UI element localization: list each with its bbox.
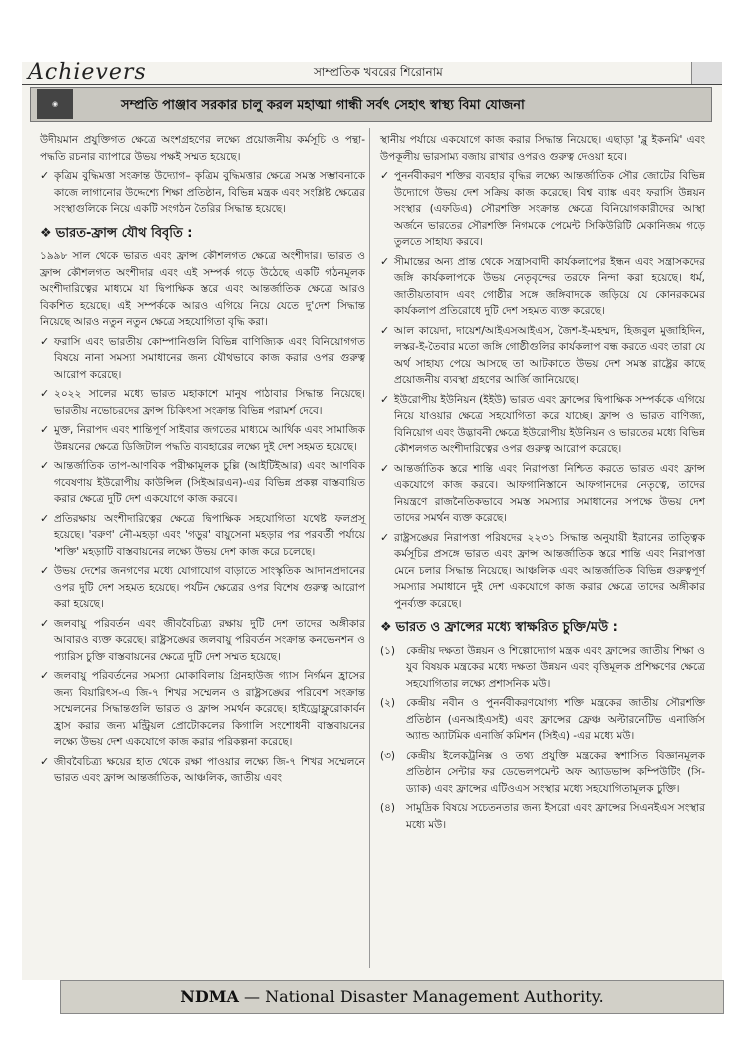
- brand-logo-text: Achievers: [28, 60, 147, 85]
- bullet-item: ✓ মুক্ত, নিরাপদ এবং শান্তিপূর্ণ সাইবার জগতের মাধ্যমে আর্থিক এবং সামাজিক উন্নয়নের ক্ষেত্রে ডিজিটাল পদ্ধতি ব্যবহারের লক্ষ্যে দুই দেশ সহমত হয়েছে।: [40, 423, 365, 453]
- bullet-item: ✓ পুনর্নবীকরণ শক্তির ব্যবহার বৃদ্ধির লক্ষ্যে আন্তর্জাতিক সৌর জোটের বিভিন্ন উদ্যোগে উভয় দেশ সক্রিয় কাজ করেছে। বিশ্ব ব্যাঙ্ক এবং ফরাসি উন্নয়ন সংস্থার (এফডিএ) সৌরশক্তি সংক্রান্ত ক্ষেত্রে বিনিয়োগকারীদের আস্থা অর্জনে ভারতের সৌরশক্তি নিগমকে পেমেন্ট সিকিউরিটি মেকানিজম গড়ে তুলতে সাহায্য করবে।: [380, 169, 705, 248]
- right-intro: স্থানীয় পর্যায়ে একযোগে কাজ করার সিদ্ধান্ত নিয়েছে। এছাড়া 'ব্লু ইকনমি' এবং উপকূলীয় ভারসাম্য বজায় রাখার ওপরও গুরুত্ব দেওয়া হবে।: [380, 134, 705, 163]
- checkmark-icon: ✓: [40, 754, 50, 768]
- numbered-item: (২) কেন্দ্রীয় নবীন ও পুনর্নবীকরণযোগ্য শক্তি মন্ত্রকের জাতীয় সৌরশক্তি প্রতিষ্ঠান (এনআইএসই) এবং ফ্রান্সের ফ্রেঞ্চ অল্টারনেটিভ এনার্জিস অ্যান্ড অ্যাটমিক এনার্জি কমিশন (সিইএ) -এর মধ্যে মউ।: [380, 697, 705, 742]
- page: [22, 60, 722, 1006]
- left-para: ১৯৯৮ সাল থেকে ভারত এবং ফ্রান্স কৌশলগত ক্ষেত্রে অংশীদার। ভারত ও ফ্রান্স কৌশলগত অংশীদার এবং এই সম্পর্ক গড়ে উঠেছে একটি গঠনমূলক অংশীদারিত্বের মাধ্যমে যা দ্বিপাক্ষিক স্তরে এবং আন্তর্জাতিক ক্ষেত্রে আরও বিকশিত হয়েছে। এই সম্পর্ককে আরও এগিয়ে নিয়ে যেতে দু'দেশ সিদ্ধান্ত নিয়েছে আরও নতুন নতুন ক্ষেত্রে সহযোগিতা বৃদ্ধি করা।: [40, 250, 365, 328]
- bullet-item: ✓ আন্তর্জাতিক তাপ-আণবিক পরীক্ষামূলক চুল্লি (আইটিইআর) এবং আণবিক গবেষণায় ইউরোপীয় কাউন্সিল (সিইআরএন)-এর বিভিন্ন প্রকল্প বাস্তবায়িত করার ক্ষেত্রে দুটি দেশ একযোগে কাজ করবে।: [40, 459, 365, 505]
- checkmark-icon: ✓: [380, 323, 390, 337]
- checkmark-icon: ✓: [380, 461, 390, 475]
- checkmark-icon: ✓: [40, 423, 50, 436]
- scheme-logo-icon: ◉: [37, 89, 73, 119]
- numbered-item: (৪) সামুদ্রিক বিষয়ে সচেতনতার জন্য ইসরো এবং ফ্রান্সের সিএনইএস সংস্থার মধ্যে মউ।: [380, 802, 705, 831]
- checkmark-icon: ✓: [40, 616, 50, 630]
- checkmark-icon: ✓: [40, 669, 50, 682]
- bullet-item: ✓ কৃত্রিম বুদ্ধিমত্তা সংক্রান্ত উদ্যোগ– কৃত্রিম বুদ্ধিমত্তার ক্ষেত্রে সমস্ত সম্ভাবনাকে কাজে লাগানোর উদ্দেশ্যে শিক্ষা প্রতিষ্ঠান, বিভিন্ন মন্ত্রক এবং সংশ্লিষ্ট ক্ষেত্রের সংস্থাগুলিকে নিয়ে একটি সংগঠন তৈরির সিদ্ধান্ত হয়েছে।: [40, 169, 365, 215]
- bullet-item: ✓ জীববৈচিত্র্য ক্ষয়ের হাত থেকে রক্ষা পাওয়ার লক্ষ্যে জি-৭ শিখর সম্মেলনে ভারত এবং ফ্রান্স আন্তর্জাতিক, আঞ্চলিক, জাতীয় এবং: [40, 754, 365, 784]
- checkmark-icon: ✓: [380, 254, 390, 268]
- header-bar: [22, 62, 722, 85]
- left-intro: উদীয়মান প্রযুক্তিগত ক্ষেত্রে অংশগ্রহণের লক্ষ্যে প্রয়োজনীয় কর্মসূচি ও পন্থা-পদ্ধতি রচনার ব্যাপারে উভয় পক্ষই সম্মত হয়েছে।: [40, 134, 365, 163]
- bullet-item: ✓ রাষ্ট্রসঙ্ঘের নিরাপত্তা পরিষদের ২২৩১ সিদ্ধান্ত অনুযায়ী ইরানের তাত্ত্বিক কর্মসূচির প্রসঙ্গে ভারত এবং ফ্রান্স আন্তর্জাতিক স্তরে শান্তি এবং নিরাপত্তা মেনে চলার সিদ্ধান্ত নিয়েছে। আঞ্চলিক এবং আন্তর্জাতিক বিভিন্ন গুরুত্বপূর্ণ সমস্যার সমাধানে দুই দেশ একযোগে কাজ করার ক্ষেত্রে তাদের অঙ্গীকার পুনর্ব্যক্ত করেছে।: [380, 530, 705, 610]
- checkmark-icon: ✓: [40, 459, 50, 472]
- bullet-item: ✓ ২০২২ সালের মধ্যে ভারত মহাকাশে মানুষ পাঠাবার সিদ্ধান্ত নিয়েছে। ভারতীয় নভোচরদের ফ্রান্স চিকিৎসা সংক্রান্ত বিভিন্ন পরামর্শ দেবে।: [40, 387, 365, 417]
- section-title: সাম্প্রতিক খবরের শিরোনাম: [314, 65, 443, 79]
- checkmark-icon: ✓: [40, 169, 50, 182]
- checkmark-icon: ✓: [380, 169, 390, 182]
- checkmark-icon: ✓: [40, 387, 50, 400]
- checkmark-icon: ✓: [40, 511, 50, 525]
- bullet-item: ✓ ফরাসি এবং ভারতীয় কোম্পানিগুলি বিভিন্ন বাণিজ্যিক এবং বিনিয়োগগত বিষয়ে নানা সমস্যা সমাধানের জন্য যৌথভাবে কাজ করার ওপর গুরুত্ব আরোপ করেছে।: [40, 334, 365, 381]
- left-column: [40, 132, 365, 790]
- diamond-icon: ❖: [40, 225, 52, 241]
- left-heading: ❖ ভারত-ফ্রান্স যৌথ বিবৃতি :: [40, 225, 193, 241]
- right-heading: ❖ ভারত ও ফ্রান্সের মধ্যে স্বাক্ষরিত চুক্তি/মউ :: [380, 620, 618, 635]
- checkmark-icon: ✓: [40, 334, 50, 348]
- checkmark-icon: ✓: [380, 530, 390, 544]
- bullet-item: ✓ আল কায়েদা, দায়েশ/আইএসআইএস, জৈশ-ই-মহম্মদ, হিজবুল মুজাহিদিন, লস্কর-ই-তৈবার মতো জঙ্গি গোষ্ঠীগুলির কার্যকলাপ বন্ধ করতে এবং তারা যে অর্থ সাহায্য পেয়ে আসছে তা আটকাতে উভয় দেশ সমস্ত রাষ্ট্রের কাছে প্রয়োজনীয় ব্যবস্থা গ্রহণের আর্জি জানিয়েছে।: [380, 323, 705, 386]
- bullet-item: ✓ উভয় দেশের জনগণের মধ্যে যোগাযোগ বাড়াতে সাংস্কৃতিক আদানপ্রদানের ওপর দুটি দেশ সহমত হয়েছে। পর্যটন ক্ষেত্রের ওপর বিশেষ গুরুত্ব আরোপ করা হয়েছে।: [40, 564, 365, 610]
- checkmark-icon: ✓: [380, 392, 390, 406]
- numbered-item: (৩) কেন্দ্রীয় ইলেকট্রনিক্স ও তথ্য প্রযুক্তি মন্ত্রকের স্বশাসিত বিজ্ঞানমূলক প্রতিষ্ঠান সেন্টার ফর ডেভেলপমেন্ট অফ অ্যাডভান্স কম্পিউটিং (সি-ড্যাক) এবং ফ্রান্সের এটিওএস সংস্থার মধ্যে সহযোগিতামূলক চুক্তি।: [380, 749, 705, 795]
- column-divider: [369, 128, 370, 968]
- page-corner: [691, 62, 722, 84]
- bullet-item: ✓ জলবায়ু পরিবর্তন এবং জীববৈচিত্র্য রক্ষায় দুটি দেশ তাদের অঙ্গীকার আবারও ব্যক্ত করেছে। রাষ্ট্রসঙ্ঘের জলবায়ু পরিবর্তন সংক্রান্ত কনভেনশন ও প্যারিস চুক্তি বাস্তবায়নের ক্ষেত্রে দুটি দেশ সম্মত হয়েছে।: [40, 616, 365, 663]
- bullet-item: ✓ সীমান্তের অন্য প্রান্ত থেকে সন্ত্রাসবাদী কার্যকলাপের ইন্ধন এবং সন্ত্রাসকদের জঙ্গি কার্যকলাপকে উভয় নেতৃবৃন্দের তরফে নিন্দা করা হয়েছে। ধর্ম, জাতীয়তাবাদ এবং গোষ্ঠীর সঙ্গে জঙ্গিবাদকে জড়িয়ে যে কোনরকমের কার্যকলাপ প্রতিরোধে দুটি দেশ সহমত ব্যক্ত করেছে।: [380, 254, 705, 317]
- numbered-item: (১) কেন্দ্রীয় দক্ষতা উন্নয়ন ও শিল্পোদ্যোগ মন্ত্রক এবং ফ্রান্সের জাতীয় শিক্ষা ও যুব বিষয়ক মন্ত্রকের মধ্যে দক্ষতা উন্নয়ন এবং বৃত্তিমূলক প্রশিক্ষণের ক্ষেত্রে সহযোগিতার লক্ষ্যে প্রশাসনিক মউ।: [380, 644, 705, 690]
- diamond-icon: ❖: [380, 620, 392, 635]
- bullet-item: ✓ প্রতিরক্ষায় অংশীদারিত্বের ক্ষেত্রে দ্বিপাক্ষিক সহযোগিতা যথেষ্ট ফলপ্রসূ হয়েছে। 'বরুণ' নৌ-মহড়া এবং 'গড়ুর' বায়ুসেনা মহড়ার পর পরবর্তী পর্যায়ে 'শক্তি' মহড়াটি বাস্তবায়নের লক্ষ্যে উভয় দেশ কাজ করে চলেছে।: [40, 511, 365, 558]
- checkmark-icon: ✓: [40, 564, 50, 577]
- bullet-item: ✓ ইউরোপীয় ইউনিয়ন (ইইউ) ভারত এবং ফ্রান্সের দ্বিপাক্ষিক সম্পর্ককে এগিয়ে নিয়ে যাওয়ার ক্ষেত্রে সহযোগিতা করে যাচ্ছে। ফ্রান্স ও ভারত বাণিজ্য, বিনিয়োগ এবং উদ্ভাবনী ক্ষেত্রে ইউরোপীয় ইউনিয়ন ও ভারতের মধ্যে বিভিন্ন কৌশলগত অংশীদারিত্বের ওপর গুরুত্ব আরোপ করেছে।: [380, 392, 705, 455]
- bullet-item: ✓ জলবায়ু পরিবর্তনের সমস্যা মোকাবিলায় গ্রিনহাউজ গ্যাস নির্গমন হ্রাসের জন্য বিয়ারিৎস-এ জি-৭ শিখর সম্মেলন ও রাষ্ট্রসঙ্ঘের পরিবেশ সংক্রান্ত সম্মেলনের সিদ্ধান্তগুলি ভারত ও ফ্রান্স সমর্থন করেছে। হাইড্রোফ্লুরোকার্বন হ্রাস করার জন্য মন্ট্রিয়ল প্রোটোকলের কিগালি সংশোধনী বাস্তবায়নের লক্ষ্যে উভয় দেশ একযোগে কাজ করার পরিকল্পনা করেছে।: [40, 669, 365, 748]
- footer-text: NDMA — National Disaster Management Authority.: [180, 987, 604, 1006]
- headline-banner: [30, 87, 712, 122]
- footer-banner: [60, 980, 724, 1014]
- bullet-item: ✓ আন্তর্জাতিক স্তরে শান্তি এবং নিরাপত্তা নিশ্চিত করতে ভারত এবং ফ্রান্স একযোগে কাজ করবে। আফগানিস্তানে আফগানদের নেতৃত্বে, তাদের নিয়ন্ত্রণে রাজনৈতিকভাবে সমস্ত সমস্যার সমাধানের সপক্ষে উভয় দেশ তাদের সমর্থন ব্যক্ত করেছে।: [380, 461, 705, 524]
- headline-text: সম্প্রতি পাঞ্জাব সরকার চালু করল মহাত্মা গান্ধী সর্বৎ সেহাৎ স্বাস্থ্য বিমা যোজনা: [121, 98, 525, 113]
- right-column: [380, 132, 705, 836]
